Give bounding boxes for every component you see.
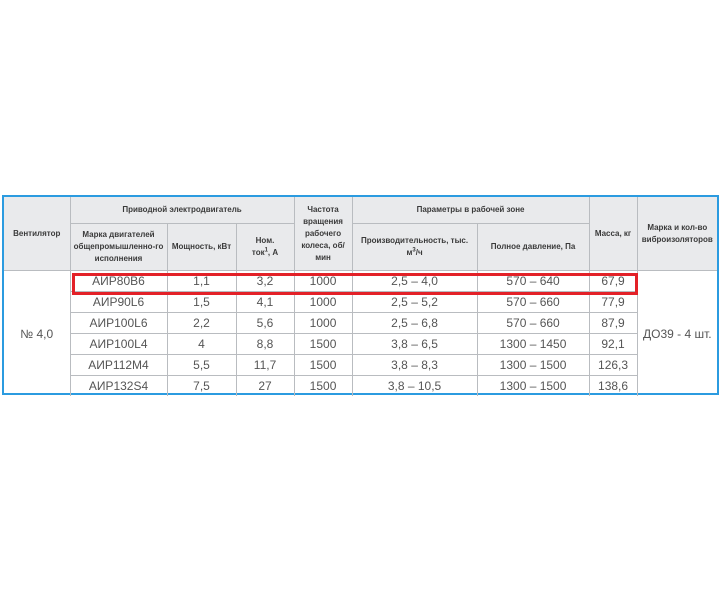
header-capacity [352,224,477,271]
header-isolators: Марка и кол-во виброизоляторов [637,197,717,271]
cell-power: 4 [167,334,236,355]
isolators-value: ДО39 - 4 шт. [637,271,717,397]
cell-capacity: 2,5 – 6,8 [352,313,477,334]
cell-power: 1,5 [167,292,236,313]
table-row [4,313,717,334]
header-fan: Вентилятор [4,197,70,271]
header-workzone-group: Параметры в рабочей зоне [352,197,589,224]
header-current-unit: , А [267,248,279,257]
header-current-word: ток [251,248,265,257]
cell-current: 8,8 [236,334,294,355]
cell-motor: АИР100L4 [70,334,167,355]
cell-power: 1,1 [167,271,236,292]
spec-table-frame [2,195,719,395]
header-current-label: Ном. [255,236,275,245]
header-capacity-unit: /ч [415,248,423,257]
cell-motor: АИР90L6 [70,292,167,313]
cell-power: 7,5 [167,376,236,397]
cell-capacity: 2,5 – 4,0 [352,271,477,292]
cell-speed: 1000 [294,313,352,334]
table-row [4,376,717,397]
cell-mass: 77,9 [589,292,637,313]
cell-pressure: 1300 – 1500 [477,376,589,397]
cell-pressure: 570 – 660 [477,313,589,334]
cell-speed: 1500 [294,376,352,397]
cell-mass: 126,3 [589,355,637,376]
cell-current: 11,7 [236,355,294,376]
table-row [4,271,717,292]
cell-speed: 1000 [294,271,352,292]
cell-capacity: 3,8 – 6,5 [352,334,477,355]
cell-motor: АИР112М4 [70,355,167,376]
cell-speed: 1500 [294,355,352,376]
header-current-sup: 1 [264,247,268,254]
cell-pressure: 1300 – 1450 [477,334,589,355]
cell-capacity: 3,8 – 8,3 [352,355,477,376]
header-rotation-speed: Частота вращения рабочего колеса, об/мин [294,197,352,271]
table-row [4,334,717,355]
cell-motor: АИР100L6 [70,313,167,334]
header-power: Мощность, кВт [167,224,236,271]
header-mass: Масса, кг [589,197,637,271]
cell-power: 5,5 [167,355,236,376]
cell-motor: АИР80В6 [70,271,167,292]
header-motor-brand: Марка двигателей общепромышленно-го исполнения [70,224,167,271]
fan-value: № 4,0 [4,271,70,397]
cell-mass: 87,9 [589,313,637,334]
table-row [4,355,717,376]
cell-pressure: 1300 – 1500 [477,355,589,376]
cell-mass: 138,6 [589,376,637,397]
cell-capacity: 3,8 – 10,5 [352,376,477,397]
cell-pressure: 570 – 640 [477,271,589,292]
header-pressure: Полное давление, Па [477,224,589,271]
cell-capacity: 2,5 – 5,2 [352,292,477,313]
motor-spec-table [4,197,717,396]
cell-power: 2,2 [167,313,236,334]
header-drive-group: Приводной электродвигатель [70,197,294,224]
table-row [4,292,717,313]
header-capacity-sup: 3 [412,247,416,254]
cell-current: 27 [236,376,294,397]
cell-current: 3,2 [236,271,294,292]
header-capacity-label: Производительность, тыс. м [360,236,469,257]
cell-current: 5,6 [236,313,294,334]
cell-current: 4,1 [236,292,294,313]
cell-pressure: 570 – 660 [477,292,589,313]
cell-mass: 92,1 [589,334,637,355]
cell-motor: АИР132S4 [70,376,167,397]
cell-mass: 67,9 [589,271,637,292]
cell-speed: 1000 [294,292,352,313]
cell-speed: 1500 [294,334,352,355]
header-current [236,224,294,271]
